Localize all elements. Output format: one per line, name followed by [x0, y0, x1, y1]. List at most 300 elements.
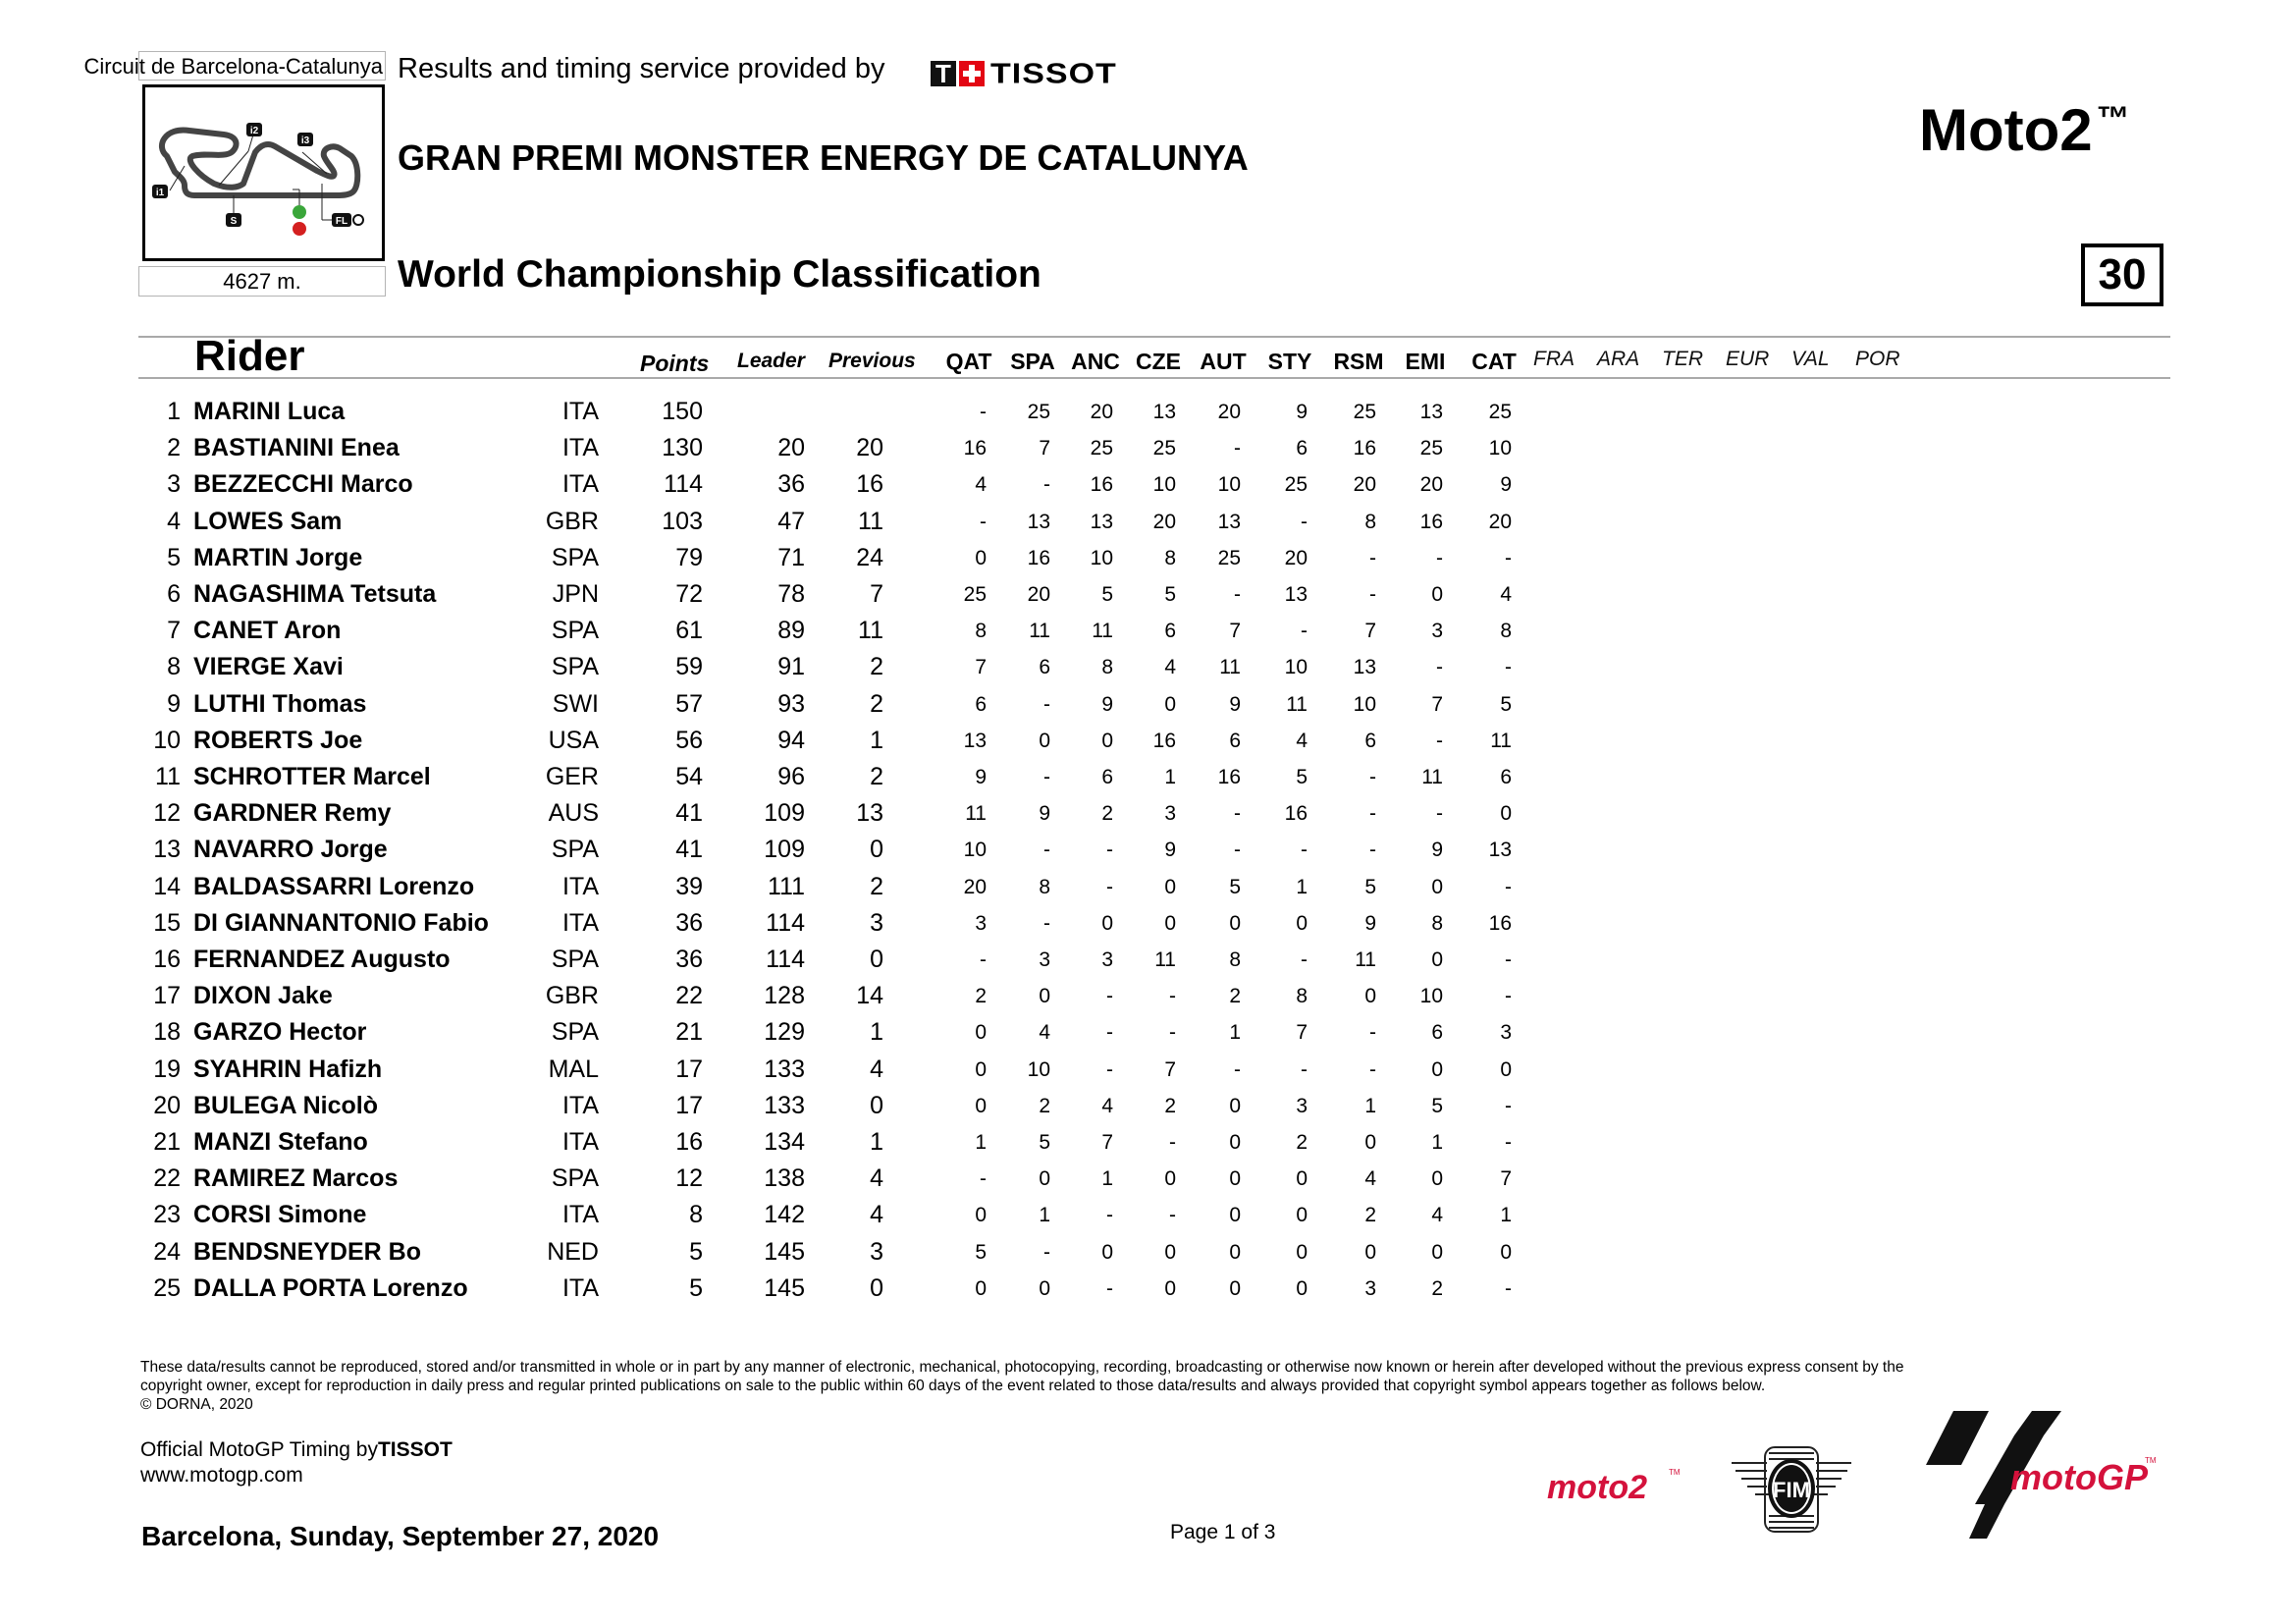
round-points-cze: 8: [1164, 546, 1176, 569]
round-points-sty: 0: [1296, 1276, 1308, 1300]
round-points-aut: 16: [1217, 766, 1241, 788]
page-number: Page 1 of 3: [1170, 1521, 1276, 1543]
rider-points: 72: [675, 580, 703, 608]
round-points-rsm: 2: [1364, 1204, 1376, 1227]
gap-to-leader: 109: [764, 799, 805, 828]
rider-position: 21: [153, 1128, 181, 1156]
round-points-sty: 7: [1296, 1021, 1308, 1045]
round-points-cat: -: [1505, 1131, 1512, 1154]
document-title: World Championship Classification: [398, 253, 1041, 296]
round-points-cze: -: [1169, 1021, 1176, 1045]
rider-nation: ITA: [561, 470, 599, 499]
round-points-anc: 10: [1090, 546, 1113, 569]
track-label-i1: i1: [155, 188, 165, 198]
rider-points: 56: [675, 726, 703, 754]
round-points-qat: 5: [975, 1240, 987, 1264]
table-row: [0, 613, 2296, 649]
round-points-spa: 13: [1027, 510, 1050, 533]
column-header-future-eur: EUR: [1726, 348, 1770, 370]
gap-to-previous: 1: [870, 1018, 883, 1047]
round-points-qat: 1: [975, 1131, 987, 1154]
gap-to-leader: 133: [764, 1055, 805, 1083]
rider-name: CANET Aron: [193, 617, 342, 645]
round-points-anc: -: [1106, 1021, 1113, 1045]
round-points-anc: 8: [1101, 656, 1113, 679]
gap-to-previous: 11: [858, 617, 883, 645]
round-points-cze: 0: [1164, 692, 1176, 716]
rider-position: 24: [153, 1237, 181, 1266]
gap-to-previous: 13: [856, 799, 883, 828]
rider-name: GARDNER Remy: [193, 799, 392, 828]
round-points-rsm: -: [1369, 766, 1376, 788]
rider-points: 5: [689, 1273, 703, 1302]
round-points-qat: 0: [975, 1021, 987, 1045]
round-points-emi: 25: [1419, 437, 1443, 460]
circuit-name: [83, 51, 386, 81]
round-points-rsm: 0: [1364, 1240, 1376, 1264]
gap-to-previous: 2: [870, 689, 883, 718]
round-points-cat: 20: [1488, 510, 1512, 533]
gap-to-previous: 20: [856, 434, 883, 462]
round-points-emi: -: [1436, 729, 1443, 752]
rider-nation: AUS: [548, 799, 599, 828]
round-points-cze: 1: [1164, 766, 1176, 788]
round-points-emi: 13: [1419, 401, 1443, 423]
rider-name: NAVARRO Jorge: [193, 836, 388, 864]
round-points-qat: 0: [975, 1204, 987, 1227]
rider-name: BASTIANINI Enea: [193, 434, 400, 462]
column-header-points: Points: [640, 351, 710, 376]
round-points-anc: 20: [1090, 401, 1113, 423]
round-points-sty: 25: [1284, 473, 1308, 497]
track-label-fl: FL: [335, 216, 348, 227]
round-points-sty: 13: [1284, 583, 1308, 606]
gap-to-leader: 114: [766, 946, 805, 973]
round-points-aut: 0: [1229, 1131, 1241, 1154]
round-points-sty: 6: [1296, 437, 1308, 460]
round-points-aut: 2: [1229, 985, 1241, 1008]
round-points-anc: -: [1106, 875, 1113, 898]
round-points-cze: 3: [1164, 802, 1176, 826]
gap-to-previous: 14: [856, 982, 883, 1010]
table-row: [0, 1271, 2296, 1307]
column-header-round-rsm: RSM: [1333, 349, 1384, 374]
round-points-rsm: 7: [1364, 620, 1376, 643]
table-row: [0, 978, 2296, 1014]
round-points-emi: 2: [1431, 1276, 1443, 1300]
round-points-sty: 4: [1296, 729, 1308, 752]
class-name-text: Moto2: [1919, 97, 2093, 163]
round-points-anc: 0: [1101, 729, 1113, 752]
table-row: [0, 1234, 2296, 1271]
round-points-spa: 9: [1039, 802, 1050, 826]
document-badge: 30: [2081, 243, 2163, 306]
website-link[interactable]: www.motogp.com: [140, 1464, 303, 1487]
round-points-aut: 5: [1229, 875, 1241, 898]
table-row: [0, 686, 2296, 723]
rider-points: 36: [675, 946, 703, 973]
round-points-qat: 0: [975, 1057, 987, 1081]
event-title: GRAN PREMI MONSTER ENERGY DE CATALUNYA: [398, 137, 1249, 178]
gap-to-previous: 0: [870, 1273, 883, 1302]
swiss-cross-icon: [959, 61, 985, 86]
rider-name: SCHROTTER Marcel: [193, 763, 431, 790]
round-points-qat: 2: [975, 985, 987, 1008]
gap-to-leader: 36: [777, 470, 805, 499]
rider-name: DI GIANNANTONIO Fabio: [193, 908, 489, 937]
round-points-qat: 6: [975, 692, 987, 716]
round-points-qat: 0: [975, 546, 987, 569]
gap-to-leader: 134: [764, 1128, 805, 1156]
round-points-anc: -: [1106, 1204, 1113, 1227]
rider-points: 36: [675, 908, 703, 937]
round-points-qat: -: [980, 1167, 987, 1191]
rider-nation: JPN: [552, 580, 599, 608]
round-points-spa: 0: [1039, 729, 1050, 752]
rider-position: 1: [167, 398, 181, 425]
gap-to-previous: 0: [870, 1091, 883, 1119]
footer-date: Barcelona, Sunday, September 27, 2020: [141, 1521, 660, 1551]
gap-to-leader: 128: [764, 982, 805, 1010]
round-points-rsm: 0: [1364, 985, 1376, 1008]
round-points-cat: 5: [1500, 692, 1512, 716]
rider-position: 14: [153, 872, 181, 900]
round-points-anc: -: [1106, 839, 1113, 862]
fim-logo: [1728, 1443, 1855, 1546]
round-points-sty: 2: [1296, 1131, 1308, 1154]
rider-nation: GBR: [545, 507, 599, 535]
round-points-aut: 11: [1219, 656, 1241, 679]
round-points-anc: 9: [1101, 692, 1113, 716]
round-points-sty: 0: [1296, 1167, 1308, 1191]
round-points-rsm: 6: [1364, 729, 1376, 752]
round-points-emi: 9: [1431, 839, 1443, 862]
round-points-cze: -: [1169, 985, 1176, 1008]
round-points-cat: -: [1505, 656, 1512, 679]
round-points-anc: 13: [1090, 510, 1113, 533]
column-header-round-sty: STY: [1267, 349, 1312, 374]
round-points-qat: -: [980, 401, 987, 423]
rider-nation: ITA: [561, 1273, 599, 1302]
disclaimer-line-1: These data/results cannot be reproduced, stored and/or transmitted in whole or in part by any manner of electronic, mechanical, photocopying, recording, broadcasting or otherwise now known or herein after developed without the previous express consent by the: [140, 1359, 1904, 1376]
table-row: [0, 394, 2296, 430]
moto2-logo-icon: [1543, 1461, 1690, 1510]
round-points-aut: 0: [1229, 1240, 1241, 1264]
circuit-length: 4627 m.: [138, 266, 386, 297]
round-points-aut: -: [1234, 583, 1241, 606]
track-label-i2: i2: [249, 126, 259, 136]
gap-to-previous: 1: [870, 726, 883, 754]
round-points-anc: 1: [1101, 1167, 1113, 1191]
round-points-cze: 4: [1164, 656, 1176, 679]
round-points-cat: -: [1505, 1094, 1512, 1117]
round-points-sty: 5: [1296, 766, 1308, 788]
rider-nation: ITA: [561, 908, 599, 937]
tissot-logo: [931, 59, 1117, 88]
round-points-emi: 3: [1431, 620, 1443, 643]
column-header-round-aut: AUT: [1200, 349, 1247, 374]
round-points-rsm: 20: [1353, 473, 1376, 497]
gap-to-leader: 109: [764, 836, 805, 864]
motogp-logo: [1924, 1406, 2169, 1548]
rider-nation: ITA: [561, 434, 599, 462]
gap-to-previous: 24: [856, 543, 883, 571]
round-points-rsm: -: [1369, 1021, 1376, 1045]
round-points-spa: 25: [1027, 401, 1050, 423]
official-timing-prefix: Official MotoGP Timing by: [140, 1438, 378, 1461]
round-points-spa: -: [1043, 473, 1050, 497]
rider-points: 103: [662, 507, 703, 535]
table-row: [0, 723, 2296, 759]
gap-to-leader: 94: [777, 726, 805, 754]
table-header-rule: [138, 377, 2170, 379]
rider-nation: ITA: [561, 1091, 599, 1119]
rider-nation: MAL: [548, 1055, 599, 1083]
rider-points: 5: [689, 1237, 703, 1266]
rider-points: 79: [675, 543, 703, 571]
rider-name: BALDASSARRI Lorenzo: [193, 872, 475, 900]
table-row: [0, 649, 2296, 685]
round-points-rsm: 8: [1364, 510, 1376, 533]
round-points-anc: 0: [1101, 1240, 1113, 1264]
round-points-aut: 25: [1217, 546, 1241, 569]
rider-position: 13: [153, 836, 181, 864]
round-points-qat: -: [980, 510, 987, 533]
rider-points: 21: [675, 1018, 703, 1047]
round-points-sty: -: [1301, 839, 1308, 862]
table-row: [0, 759, 2296, 795]
rider-position: 25: [153, 1273, 181, 1302]
round-points-sty: 10: [1284, 656, 1308, 679]
rider-position: 17: [153, 982, 181, 1010]
round-points-cze: 0: [1164, 1167, 1176, 1191]
table-row: [0, 466, 2296, 503]
round-points-aut: 1: [1229, 1021, 1241, 1045]
round-points-cze: 5: [1164, 583, 1176, 606]
gap-to-leader: 142: [764, 1201, 805, 1229]
rider-nation: ITA: [561, 1201, 599, 1229]
gap-to-leader: 78: [777, 580, 805, 608]
round-points-spa: 20: [1027, 583, 1050, 606]
round-points-sty: 20: [1284, 546, 1308, 569]
start-light-green-icon: [293, 205, 306, 219]
rider-position: 22: [153, 1164, 181, 1193]
round-points-cat: 0: [1500, 1057, 1512, 1081]
table-row: [0, 942, 2296, 978]
rider-position: 10: [153, 726, 181, 754]
round-points-spa: 0: [1039, 1276, 1050, 1300]
disclaimer: [140, 1358, 2104, 1414]
gap-to-leader: 93: [777, 689, 805, 718]
rider-nation: SPA: [551, 543, 599, 571]
gap-to-previous: 4: [870, 1055, 883, 1083]
rider-nation: SPA: [551, 946, 599, 973]
round-points-spa: 0: [1039, 1167, 1050, 1191]
round-points-qat: 0: [975, 1276, 987, 1300]
round-points-qat: 9: [975, 766, 987, 788]
rider-points: 61: [675, 617, 703, 645]
table-row: [0, 1124, 2296, 1161]
gap-to-previous: 2: [870, 653, 883, 681]
motogp-logo-icon: [1924, 1406, 2169, 1543]
round-points-cat: 7: [1500, 1167, 1512, 1191]
round-points-sty: 3: [1296, 1094, 1308, 1117]
motogp-logo-text: motoGP: [2010, 1457, 2148, 1497]
track-label-s: S: [230, 216, 238, 227]
round-points-rsm: -: [1369, 583, 1376, 606]
gap-to-previous: 3: [870, 908, 883, 937]
round-points-rsm: 5: [1364, 875, 1376, 898]
round-points-aut: 6: [1229, 729, 1241, 752]
fim-logo-text: FIM: [1773, 1478, 1810, 1502]
round-points-anc: 25: [1090, 437, 1113, 460]
rider-points: 41: [675, 799, 703, 828]
rider-nation: SPA: [551, 617, 599, 645]
rider-position: 2: [167, 434, 181, 462]
round-points-cat: 0: [1500, 802, 1512, 826]
gap-to-previous: 4: [870, 1164, 883, 1193]
round-points-qat: 11: [965, 802, 987, 826]
round-points-rsm: 11: [1355, 948, 1376, 971]
gap-to-leader: 96: [777, 763, 805, 790]
round-points-sty: 1: [1296, 875, 1308, 898]
rider-position: 11: [155, 763, 181, 790]
official-timing: [140, 1437, 453, 1463]
round-points-cat: 6: [1500, 766, 1512, 788]
round-points-spa: -: [1043, 692, 1050, 716]
gap-to-leader: 145: [764, 1273, 805, 1302]
rider-name: RAMIREZ Marcos: [193, 1164, 399, 1193]
column-header-future-por: POR: [1855, 348, 1900, 370]
rider-name: ROBERTS Joe: [193, 726, 363, 754]
rider-name: LOWES Sam: [193, 507, 343, 535]
round-points-emi: 8: [1431, 911, 1443, 935]
round-points-qat: 0: [975, 1094, 987, 1117]
round-points-rsm: 16: [1353, 437, 1376, 460]
round-points-cze: -: [1169, 1204, 1176, 1227]
rider-nation: ITA: [561, 398, 599, 425]
column-header-round-emi: EMI: [1405, 349, 1446, 374]
table-row: [0, 1197, 2296, 1233]
table-row: [0, 795, 2296, 832]
round-points-aut: 7: [1229, 620, 1241, 643]
round-points-emi: 0: [1431, 1240, 1443, 1264]
round-points-spa: 2: [1039, 1094, 1050, 1117]
gap-to-previous: 16: [856, 470, 883, 499]
rider-position: 20: [153, 1091, 181, 1119]
round-points-sty: 11: [1286, 692, 1308, 716]
rider-name: BENDSNEYDER Bo: [193, 1237, 421, 1266]
circuit-name-text: Circuit de Barcelona-Catalunya: [83, 54, 383, 79]
round-points-anc: 5: [1101, 583, 1113, 606]
gap-to-leader: 129: [764, 1018, 805, 1047]
round-points-aut: 9: [1229, 692, 1241, 716]
table-row: [0, 1088, 2296, 1124]
column-header-rider: Rider: [194, 332, 305, 380]
round-points-sty: 16: [1284, 802, 1308, 826]
round-points-cat: -: [1505, 546, 1512, 569]
round-points-cat: 8: [1500, 620, 1512, 643]
track-map: [142, 84, 385, 261]
round-points-qat: 4: [975, 473, 987, 497]
track-label-i3: i3: [300, 135, 310, 146]
rider-name: MARTIN Jorge: [193, 543, 363, 571]
round-points-spa: 8: [1039, 875, 1050, 898]
round-points-emi: 16: [1419, 510, 1443, 533]
round-points-cat: 10: [1488, 437, 1512, 460]
round-points-spa: 11: [1029, 620, 1050, 643]
round-points-qat: 13: [963, 729, 987, 752]
round-points-cat: -: [1505, 1276, 1512, 1300]
gap-to-previous: 0: [870, 836, 883, 864]
round-points-cat: 1: [1500, 1204, 1512, 1227]
round-points-cze: 0: [1164, 1240, 1176, 1264]
rider-position: 19: [153, 1055, 181, 1083]
rider-points: 54: [675, 763, 703, 790]
round-points-sty: -: [1301, 620, 1308, 643]
round-points-cze: 11: [1154, 948, 1176, 971]
round-points-spa: -: [1043, 766, 1050, 788]
rider-position: 23: [153, 1201, 181, 1229]
round-points-rsm: 10: [1353, 692, 1376, 716]
rider-nation: SWI: [552, 689, 599, 718]
gap-to-previous: 2: [870, 872, 883, 900]
round-points-emi: 0: [1431, 583, 1443, 606]
round-points-aut: 13: [1217, 510, 1241, 533]
round-points-aut: 0: [1229, 1094, 1241, 1117]
round-points-spa: 7: [1039, 437, 1050, 460]
round-points-anc: 11: [1092, 620, 1113, 643]
rider-position: 6: [167, 580, 181, 608]
round-points-anc: 0: [1101, 911, 1113, 935]
round-points-cze: 13: [1152, 401, 1176, 423]
gap-to-previous: 11: [858, 507, 883, 535]
round-points-anc: 2: [1101, 802, 1113, 826]
round-points-sty: 9: [1296, 401, 1308, 423]
round-points-aut: 0: [1229, 911, 1241, 935]
round-points-rsm: -: [1369, 839, 1376, 862]
rider-name: SYAHRIN Hafizh: [193, 1055, 383, 1083]
round-points-emi: 10: [1419, 985, 1443, 1008]
table-row: [0, 540, 2296, 576]
timing-service-text: Results and timing service provided by: [398, 53, 885, 84]
gap-to-leader: 91: [777, 653, 805, 681]
round-points-emi: -: [1436, 802, 1443, 826]
rider-nation: GER: [545, 763, 599, 790]
round-points-spa: 1: [1039, 1204, 1050, 1227]
round-points-emi: 0: [1431, 1057, 1443, 1081]
round-points-cat: 16: [1488, 911, 1512, 935]
round-points-emi: -: [1436, 546, 1443, 569]
round-points-cat: -: [1505, 948, 1512, 971]
round-points-aut: -: [1234, 839, 1241, 862]
gap-to-previous: 3: [870, 1237, 883, 1266]
column-header-future-fra: FRA: [1533, 348, 1575, 370]
column-header-future-val: VAL: [1791, 348, 1830, 370]
round-points-cze: 9: [1164, 839, 1176, 862]
rider-points: 22: [675, 982, 703, 1010]
rider-name: NAGASHIMA Tetsuta: [193, 580, 437, 608]
table-row: [0, 869, 2296, 905]
round-points-spa: -: [1043, 839, 1050, 862]
round-points-aut: 10: [1217, 473, 1241, 497]
track-map-icon: [145, 87, 382, 258]
round-points-emi: 1: [1431, 1131, 1443, 1154]
round-points-rsm: 4: [1364, 1167, 1376, 1191]
round-points-rsm: -: [1369, 802, 1376, 826]
column-header-round-anc: ANC: [1071, 349, 1120, 374]
round-points-sty: 0: [1296, 911, 1308, 935]
